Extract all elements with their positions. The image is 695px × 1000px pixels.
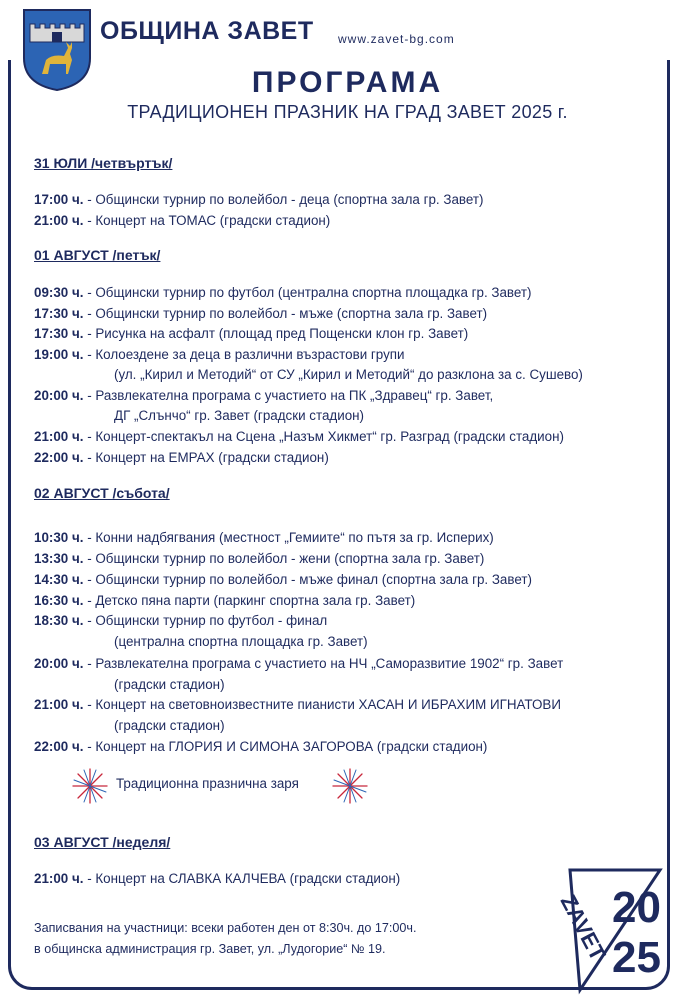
registration-note: Записвания на участници: всеки работен ден от 8:30ч. до 17:00ч.: [34, 921, 417, 935]
logo-year-top: 20: [612, 883, 661, 932]
event-row-continuation: (градски стадион): [114, 677, 225, 692]
event-row: 21:00 ч. - Концерт на ТОМАС (градски стадион): [34, 213, 331, 228]
event-row: 21:00 ч. - Концерт на СЛАВКА КАЛЧЕВА (градски стадион): [34, 871, 401, 886]
day-heading: 03 АВГУСТ /неделя/: [34, 834, 171, 850]
event-row: 22:00 ч. - Концерт на ЕМРАХ (градски стадион): [34, 450, 329, 465]
day-heading: 02 АВГУСТ /събота/: [34, 485, 170, 501]
event-row: 18:30 ч. - Общински турнир по футбол - финал: [34, 613, 328, 628]
event-row: 20:00 ч. - Развлекателна програма с участието на ПК „Здравец“ гр. Завет,: [34, 388, 494, 403]
registration-address: в общинска администрация гр. Завет, ул. „Лудогорие“ № 19.: [34, 942, 386, 956]
event-row-continuation: (градски стадион): [114, 718, 225, 733]
page-subtitle: ТРАДИЦИОНЕН ПРАЗНИК НА ГРАД ЗАВЕТ 2025 г.: [127, 102, 568, 122]
event-row: 20:00 ч. - Развлекателна програма с участието на НЧ „Саморазвитие 1902“ гр. Завет: [34, 656, 564, 671]
event-row-continuation: (ул. „Кирил и Методий“ от СУ „Кирил и Методий“ до разклона за с. Сушево): [114, 367, 583, 382]
logo-town: ZAVET: [555, 890, 611, 965]
municipality-name: ОБЩИНА ЗАВЕТ: [100, 17, 314, 45]
page-title: ПРОГРАМА: [251, 66, 444, 99]
fireworks-label: Традиционна празнична заря: [116, 776, 299, 791]
event-row: 19:00 ч. - Колоездене за деца в различни възрастови групи: [34, 347, 405, 362]
day-heading: 31 ЮЛИ /четвъртък/: [34, 155, 173, 171]
event-row: 14:30 ч. - Общински турнир по волейбол - мъже финал (спортна зала гр. Завет): [34, 572, 532, 587]
zavet-2025-logo: [540, 860, 695, 1000]
event-row: 22:00 ч. - Концерт на ГЛОРИЯ И СИМОНА ЗАГОРОВА (градски стадион): [34, 739, 488, 754]
event-row: 21:00 ч. - Концерт-спектакъл на Сцена „Назъм Хикмет“ гр. Разград (градски стадион): [34, 429, 564, 444]
event-row: 16:30 ч. - Детско пяна парти (паркинг спортна зала гр. Завет): [34, 593, 416, 608]
event-row: 17:00 ч. - Общински турнир по волейбол - деца (спортна зала гр. Завет): [34, 192, 484, 207]
firework-icon: [70, 766, 110, 806]
event-row: 10:30 ч. - Конни надбягвания (местност „Гемиите“ по пътя за гр. Исперих): [34, 530, 494, 545]
event-row: 13:30 ч. - Общински турнир по волейбол - жени (спортна зала гр. Завет): [34, 551, 485, 566]
firework-icon: [330, 766, 370, 806]
event-row: 17:30 ч. - Общински турнир по волейбол - мъже (спортна зала гр. Завет): [34, 306, 488, 321]
logo-year-bottom: 25: [612, 933, 661, 982]
event-row-continuation: (централна спортна площадка гр. Завет): [114, 634, 368, 649]
website-link[interactable]: www.zavet-bg.com: [338, 32, 455, 46]
event-row-continuation: ДГ „Слънчо“ гр. Завет (градски стадион): [114, 408, 365, 423]
event-row: 09:30 ч. - Общински турнир по футбол (централна спортна площадка гр. Завет): [34, 285, 532, 300]
event-row: 21:00 ч. - Концерт на световноизвестните пианисти ХАСАН И ИБРАХИМ ИГНАТОВИ: [34, 697, 561, 712]
day-heading: 01 АВГУСТ /петък/: [34, 247, 161, 263]
event-row: 17:30 ч. - Рисунка на асфалт (площад пред Пощенски клон гр. Завет): [34, 326, 469, 341]
